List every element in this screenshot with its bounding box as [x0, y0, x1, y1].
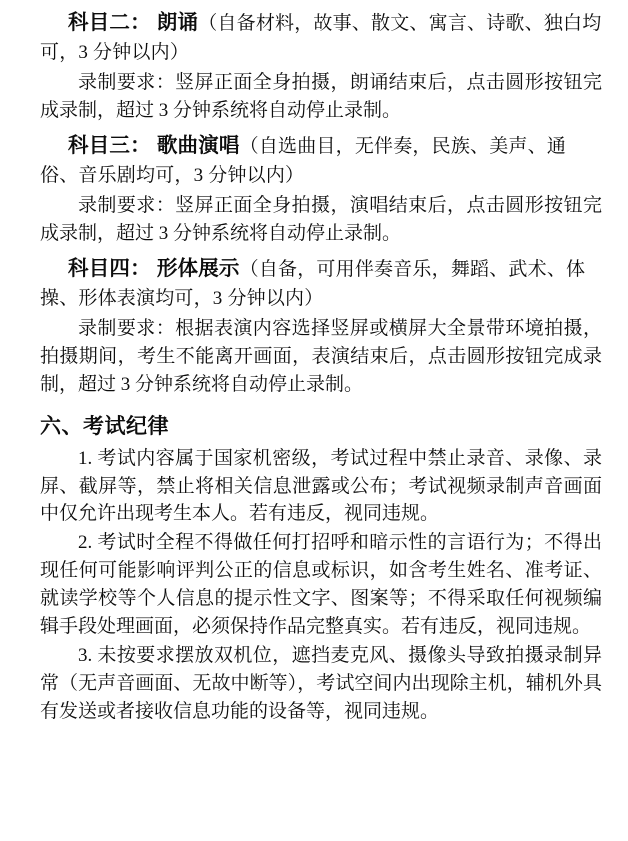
subject-heading: [40, 8, 602, 67]
subject-heading: [40, 131, 602, 190]
subject-name: 形体展示: [156, 256, 240, 281]
subject-requirement: 录制要求：竖屏正面全身拍摄，演唱结束后，点击圆形按钮完成录制，超过 3 分钟系统将自动停止录制。: [40, 195, 602, 245]
subject-note: （自备，可用伴奏音乐，舞蹈、武术、体操、形体表演均可，3 分钟以内）: [40, 259, 586, 310]
subject-heading: [40, 254, 602, 313]
subject-label: 科目二：: [68, 12, 151, 34]
subject-label: 科目三：: [68, 135, 151, 158]
discipline-paragraph-1: 1. 考试内容属于国家机密级，考试过程中禁止录音、录像、录屏、截屏等，禁止将相关信息泄露或公布；考试视频录制声音画面中仅允许出现考生本人。若有违反，视同违规。: [40, 447, 602, 525]
subject-requirement: 录制要求：竖屏正面全身拍摄，朗诵结束后，点击圆形按钮完成录制，超过 3 分钟系统将自动停止录制。: [40, 72, 602, 122]
subject-note: （自选曲目，无伴奏，民族、美声、通俗、音乐剧均可，3 分钟以内）: [40, 136, 567, 187]
section-heading-exam-discipline: 六、考试纪律: [40, 414, 169, 439]
subject-name: 朗诵: [156, 10, 199, 34]
subject-requirement: 录制要求：根据表演内容选择竖屏或横屏大全景带环境拍摄，拍摄期间，考生不能离开画面，表演结束后，点击圆形按钮完成录制，超过 3 分钟系统将自动停止录制。: [40, 318, 602, 396]
subject-block-2: [40, 8, 602, 125]
subject-note: （自备材料，故事、散文、寓言、诗歌、独白均可，3 分钟以内）: [40, 13, 602, 64]
subject-label: 科目四：: [68, 258, 151, 281]
subject-name: 歌曲演唱: [156, 133, 240, 158]
discipline-paragraph-3: 3. 未按要求摆放双机位，遮挡麦克风、摄像头导致拍摄录制异常（无声音画面、无故中断等），考试空间内出现除主机，辅机外具有发送或者接收信息功能的设备等，视同违规。: [40, 645, 602, 722]
subject-block-3: [40, 131, 602, 248]
subject-block-4: [40, 254, 602, 399]
discipline-paragraph-2: 2. 考试时全程不得做任何打招呼和暗示性的言语行为；不得出现任何可能影响评判公正的信息或标识，如含考生姓名、准考证、就读学校等个人信息的提示性文字、图案等；不得采取任何视频编辑手段处理画面，必须保持作品完整真实。若有违反，视同违规。: [40, 532, 602, 638]
